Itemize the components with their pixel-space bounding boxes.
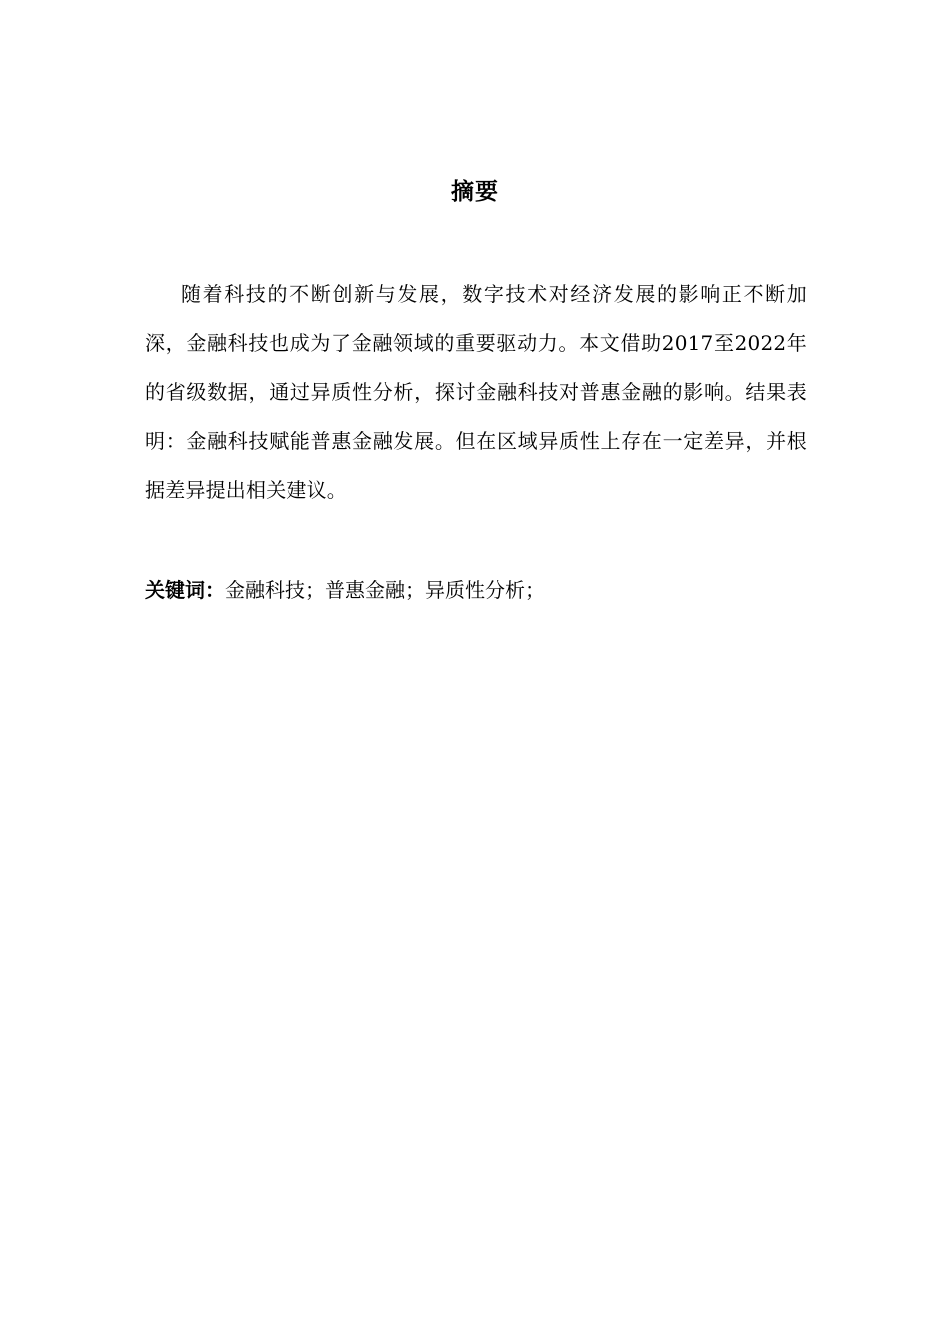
keywords-list: 金融科技；普惠金融；异质性分析；: [225, 578, 545, 602]
abstract-title: 摘要: [451, 179, 499, 205]
keywords-label: 关键词：: [145, 578, 225, 602]
keywords-line: [145, 570, 807, 611]
abstract-body: 随着科技的不断创新与发展，数字技术对经济发展的影响正不断加深，金融科技也成为了金融领域的重要驱动力。本文借助2017至2022年的省级数据，通过异质性分析，探讨金融科技对普惠金融的影响。结果表明：金融科技赋能普惠金融发展。但在区域异质性上存在一定差异，并根据差异提出相关建议。: [145, 282, 807, 502]
